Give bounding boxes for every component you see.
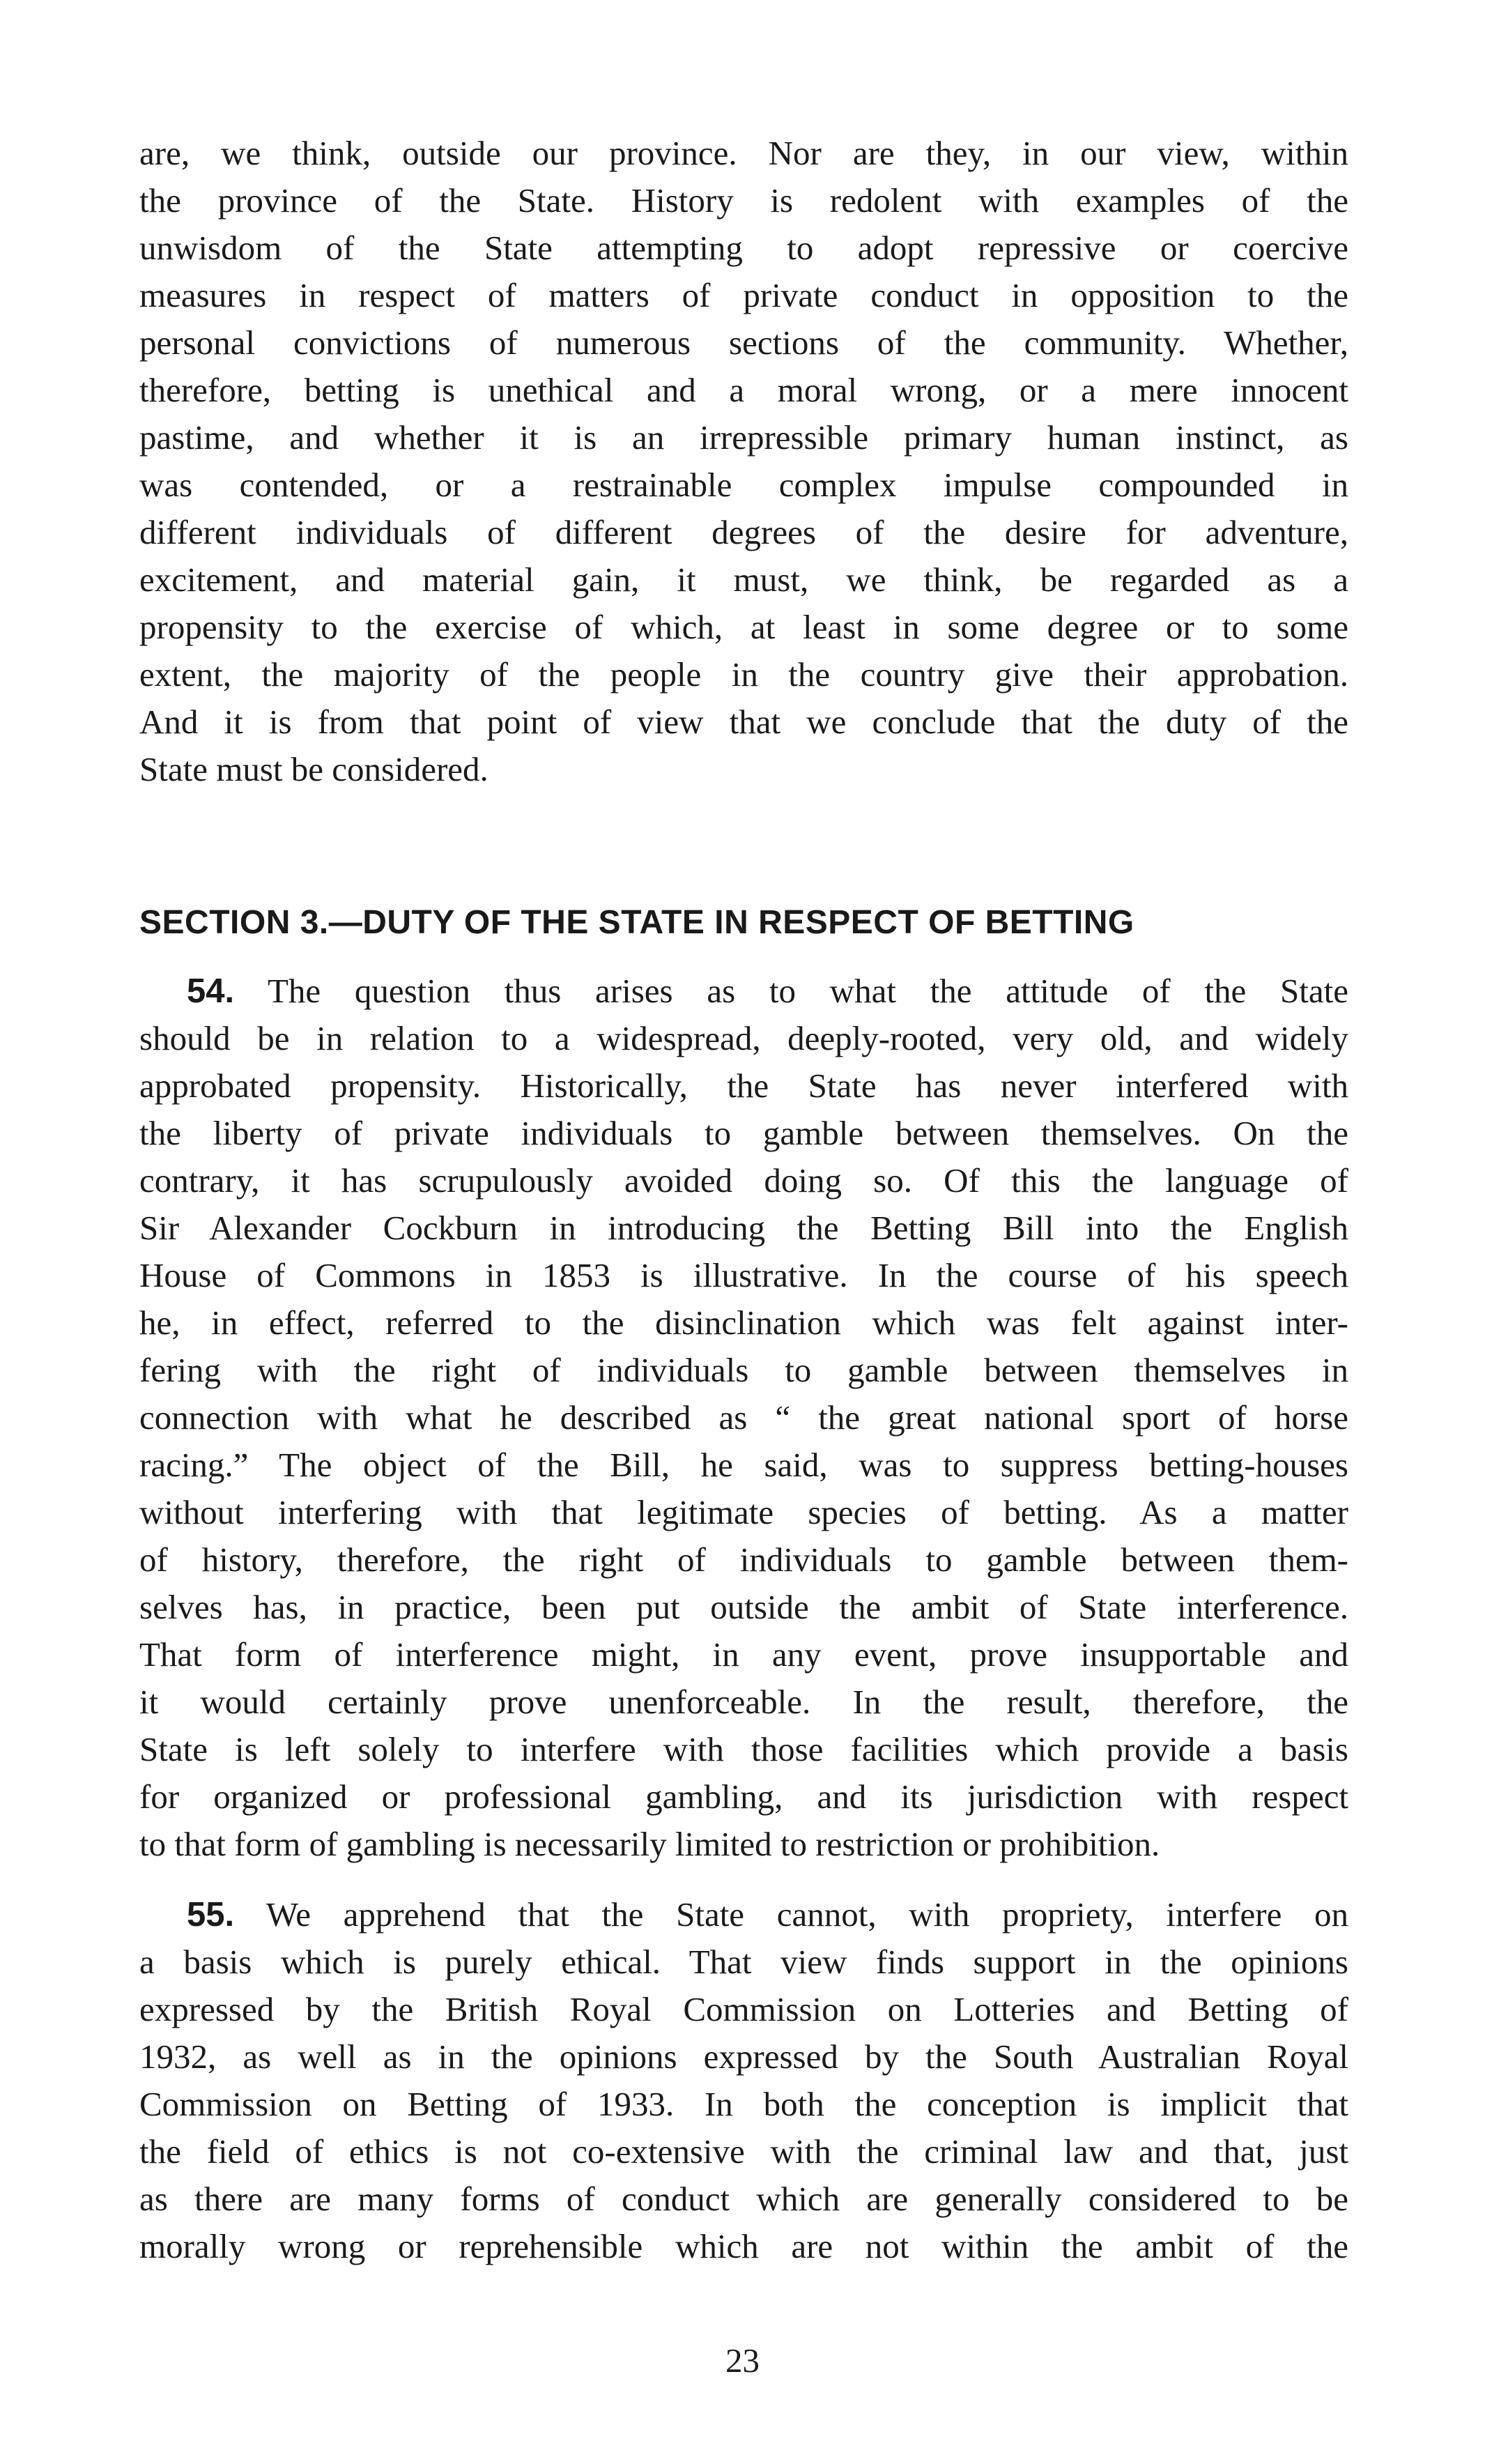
text-line: the province of the State. History is redolent with examples of the	[139, 181, 1348, 220]
section-heading: SECTION 3.—DUTY OF THE STATE IN RESPECT OF BETTING	[139, 904, 1134, 941]
text-line: as there are many forms of conduct which are generally considered to be	[139, 2180, 1348, 2218]
text-line: without interfering with that legitimate species of betting. As a matter	[139, 1493, 1348, 1531]
text-line: House of Commons in 1853 is illustrative. In the course of his speech	[139, 1256, 1348, 1294]
text-line: the field of ethics is not co-extensive with the criminal law and that, just	[139, 2132, 1348, 2171]
text-line: for organized or professional gambling, and its jurisdiction with respect	[139, 1777, 1348, 1816]
text-line: 1932, as well as in the opinions expressed by the South Australian Royal	[139, 2037, 1348, 2076]
paragraph-text: We apprehend that the State cannot, with propriety, interfere on	[266, 1895, 1348, 1934]
text-line: connection with what he described as “ the great national sport of horse	[139, 1398, 1348, 1437]
text-line: measures in respect of matters of private conduct in opposition to the	[139, 276, 1348, 314]
text-line: are, we think, outside our province. Nor are they, in our view, within	[139, 134, 1348, 172]
text-line: contrary, it has scrupulously avoided doing so. Of this the language of	[139, 1161, 1348, 1200]
text-line: morally wrong or reprehensible which are not within the ambit of the	[139, 2227, 1348, 2265]
text-line: of history, therefore, the right of individuals to gamble between them-	[139, 1540, 1348, 1579]
text-line: Sir Alexander Cockburn in introducing the Betting Bill into the English	[139, 1209, 1348, 1247]
text-line: extent, the majority of the people in the country give their approbation.	[139, 655, 1348, 694]
text-line: personal convictions of numerous sections of the community. Whether,	[139, 323, 1348, 362]
text-line: propensity to the exercise of which, at least in some degree or to some	[139, 608, 1348, 646]
text-line: selves has, in practice, been put outside the ambit of State interference.	[139, 1588, 1348, 1626]
text-line: unwisdom of the State attempting to adopt repressive or coercive	[139, 229, 1348, 267]
paragraph-continued	[139, 130, 1348, 793]
text-line: should be in relation to a widespread, deeply-rooted, very old, and widely	[139, 1019, 1348, 1057]
paragraph-54	[139, 967, 1348, 1868]
paragraph-first-line	[139, 1891, 1348, 1938]
text-line: a basis which is purely ethical. That view finds support in the opinions	[139, 1943, 1348, 1981]
page-number: 23	[725, 2341, 760, 2380]
text-line: the liberty of private individuals to gamble between themselves. On the	[139, 1114, 1348, 1152]
text-line: That form of interference might, in any event, prove insupportable and	[139, 1635, 1348, 1674]
text-line: to that form of gambling is necessarily limited to restriction or prohibition.	[139, 1825, 1160, 1863]
text-line: And it is from that point of view that we conclude that the duty of the	[139, 703, 1348, 741]
paragraph-first-line	[139, 967, 1348, 1015]
text-line: approbated propensity. Historically, the State has never interfered with	[139, 1066, 1348, 1105]
text-line: therefore, betting is unethical and a moral wrong, or a mere innocent	[139, 371, 1348, 409]
text-line: State must be considered.	[139, 750, 488, 788]
text-line: it would certainly prove unenforceable. In the result, therefore, the	[139, 1683, 1348, 1721]
text-line: State is left solely to interfere with those facilities which provide a basis	[139, 1730, 1348, 1768]
paragraph-number: 55.	[187, 1896, 235, 1934]
text-line: pastime, and whether it is an irrepressible primary human instinct, as	[139, 418, 1348, 457]
paragraph-text: The question thus arises as to what the attitude of the State	[267, 972, 1348, 1010]
paragraph-55	[139, 1891, 1348, 2270]
text-line: excitement, and material gain, it must, we think, be regarded as a	[139, 560, 1348, 599]
text-line: fering with the right of individuals to gamble between themselves in	[139, 1351, 1348, 1389]
text-line: different individuals of different degrees of the desire for adventure,	[139, 513, 1348, 551]
paragraph-number: 54.	[187, 972, 235, 1010]
text-line: he, in effect, referred to the disinclination which was felt against inter-	[139, 1303, 1348, 1342]
text-line: expressed by the British Royal Commission on Lotteries and Betting of	[139, 1990, 1348, 2028]
text-line: racing.” The object of the Bill, he said, was to suppress betting-houses	[139, 1446, 1348, 1484]
text-line: was contended, or a restrainable complex impulse compounded in	[139, 466, 1348, 504]
text-line: Commission on Betting of 1933. In both the conception is implicit that	[139, 2085, 1348, 2123]
